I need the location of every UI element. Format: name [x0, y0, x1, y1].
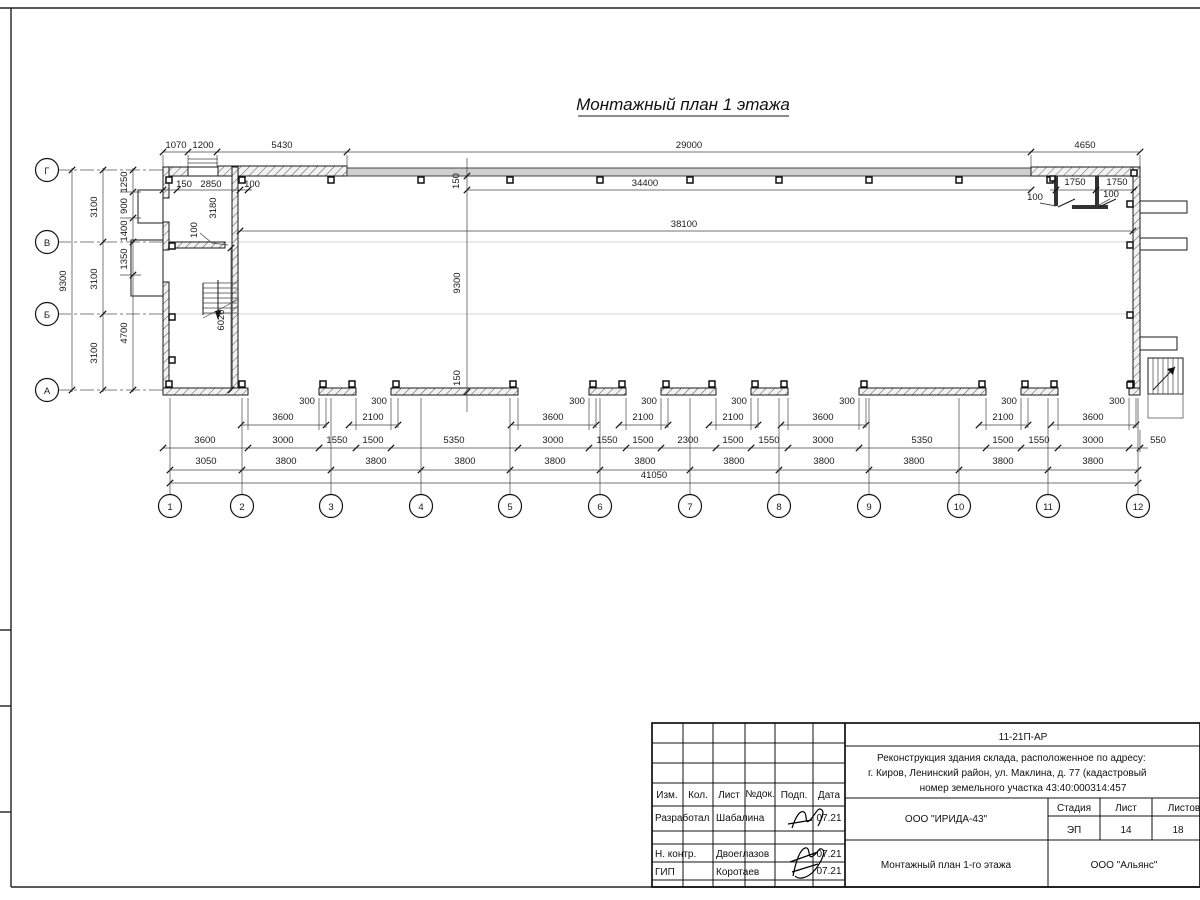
dim-label: 300 — [1001, 396, 1017, 407]
axis-col-9-label: 9 — [866, 501, 872, 513]
dim-label: 3000 — [812, 435, 834, 446]
dim-label: 150 — [452, 370, 463, 386]
dim-label: 2100 — [362, 412, 384, 423]
dim-label: 3180 — [208, 197, 219, 219]
axis-row-Б-label: Б — [43, 309, 51, 321]
staff-name-1: Шабалина — [716, 813, 765, 824]
side-columns — [169, 176, 1133, 388]
dim-label: 1550 — [326, 435, 348, 446]
dim-label: 5350 — [443, 435, 465, 446]
col-list: Лист — [718, 790, 740, 801]
sheet-label: Лист — [1115, 803, 1137, 814]
dim-label: 1350 — [119, 248, 130, 270]
dim-label: 5430 — [271, 140, 293, 151]
dim-label: 3100 — [89, 268, 100, 290]
axis-row-А-label: А — [43, 385, 51, 397]
sheets-label: Листов — [1167, 803, 1200, 814]
dim-label: 6020 — [216, 309, 227, 331]
dim-label: 900 — [119, 198, 130, 214]
dim-label: 1400 — [119, 220, 130, 242]
dim-label: 1550 — [1028, 435, 1050, 446]
project-line-2: г. Киров, Ленинский район, ул. Маклина, д. 77 (кадастровый — [868, 768, 1147, 779]
dim-label: 3800 — [1082, 456, 1104, 467]
dim-label: 3600 — [542, 412, 564, 423]
staff-role-2: Н. контр. — [655, 849, 697, 860]
bottom-columns — [166, 381, 1134, 387]
axis-col-2-label: 2 — [239, 501, 245, 513]
dim-label: 1500 — [362, 435, 384, 446]
dim-label: 100 — [244, 179, 260, 190]
dim-label: 3800 — [454, 456, 476, 467]
dim-label: 100 — [1027, 192, 1043, 203]
dim-label: 550 — [1150, 435, 1166, 446]
dim-label: 3000 — [1082, 435, 1104, 446]
staff-date-2: 07.21 — [816, 849, 842, 860]
dim-label: 1750 — [1106, 177, 1128, 188]
dim-label: 1500 — [992, 435, 1014, 446]
columns — [166, 170, 1137, 388]
staff-name-2: Двоеглазов — [716, 849, 770, 860]
dim-label: 1550 — [596, 435, 618, 446]
dim-label: 100 — [189, 222, 200, 238]
dim-label: 2850 — [200, 179, 222, 190]
staff-role-1: Разработал — [655, 813, 710, 824]
dim-label: 1200 — [192, 140, 214, 151]
doc-code: 11-21П-АР — [998, 732, 1048, 743]
project-line-1: Реконструкция здания склада, расположенное по адресу: — [877, 753, 1146, 764]
dim-label: 300 — [641, 396, 657, 407]
dim-label: 3600 — [194, 435, 216, 446]
dim-label: 3800 — [813, 456, 835, 467]
drawing-title — [576, 95, 790, 116]
dim-label: 3800 — [544, 456, 566, 467]
dim-label: 2100 — [992, 412, 1014, 423]
dim-label: 3800 — [275, 456, 297, 467]
dim-label: 300 — [1109, 396, 1125, 407]
axis-col-11-label: 11 — [1043, 501, 1053, 513]
title-block-text — [655, 732, 1200, 878]
dim-label: 4700 — [119, 322, 130, 344]
dim-label: 34400 — [631, 178, 659, 189]
dim-label: 150 — [451, 173, 462, 189]
col-data: Дата — [817, 790, 841, 801]
dim-label: 2300 — [677, 435, 699, 446]
left-porches — [131, 190, 163, 296]
dim-label: 38100 — [670, 219, 698, 230]
dim-label: 9300 — [58, 270, 69, 292]
dim-label: 3100 — [89, 196, 100, 218]
sheets-total: 18 — [1172, 825, 1184, 836]
col-ndoc: №док. — [745, 789, 775, 800]
axis-row-Г-label: Г — [44, 165, 50, 177]
dim-label: 3050 — [195, 456, 217, 467]
right-ramps — [1140, 201, 1187, 350]
dim-label: 3600 — [812, 412, 834, 423]
stage-value: ЭП — [1066, 825, 1082, 836]
dim-label: 300 — [569, 396, 585, 407]
dim-label: 29000 — [675, 140, 703, 151]
axis-col-5-label: 5 — [507, 501, 513, 513]
dim-label: 300 — [299, 396, 315, 407]
dim-label: 3800 — [903, 456, 925, 467]
col-podp: Подп. — [780, 790, 808, 801]
staff-role-3: ГИП — [655, 867, 675, 878]
dim-label: 1070 — [165, 140, 187, 151]
dim-label: 3800 — [723, 456, 745, 467]
title-block — [652, 723, 1200, 887]
drawing-name: Монтажный план 1-го этажа — [880, 860, 1012, 871]
dim-label: 150 — [176, 179, 192, 190]
axis-col-3-label: 3 — [328, 501, 334, 513]
dim-label: 1500 — [722, 435, 744, 446]
dim-label: 300 — [839, 396, 855, 407]
dim-label: 3800 — [365, 456, 387, 467]
staff-date-3: 07.21 — [816, 866, 842, 877]
dim-label: 1250 — [119, 171, 130, 193]
dim-label: 9300 — [452, 272, 463, 294]
dim-label: 3000 — [542, 435, 564, 446]
walls — [163, 159, 1140, 395]
dim-label: 2100 — [722, 412, 744, 423]
col-kol: Кол. — [688, 790, 708, 801]
staff-date-1: 07.21 — [816, 813, 842, 824]
dim-label: 100 — [1103, 189, 1119, 200]
dim-label: 5350 — [911, 435, 933, 446]
axis-col-1-label: 1 — [167, 501, 173, 513]
dim-label: 300 — [371, 396, 387, 407]
page-title: Монтажный план 1 этажа — [576, 95, 790, 114]
dim-label: 3600 — [1082, 412, 1104, 423]
dim-label: 3100 — [89, 342, 100, 364]
floor-plan — [36, 140, 1188, 518]
axis-col-10-label: 10 — [953, 501, 965, 513]
company-name: ООО "Альянс" — [1090, 860, 1158, 871]
axis-col-4-label: 4 — [418, 501, 424, 513]
dim-label: 3800 — [992, 456, 1014, 467]
dim-label: 1500 — [632, 435, 654, 446]
dim-label: 1750 — [1064, 177, 1086, 188]
staff-name-3: Коротаев — [716, 867, 760, 878]
axis-col-6-label: 6 — [597, 501, 603, 513]
dimension-labels — [58, 140, 1166, 481]
dim-label: 3000 — [272, 435, 294, 446]
dim-label: 300 — [731, 396, 747, 407]
stair-right — [1148, 358, 1183, 418]
dim-label: 4650 — [1074, 140, 1096, 151]
axis-col-7-label: 7 — [687, 501, 693, 513]
stage-label: Стадия — [1056, 803, 1092, 814]
axis-row-В-label: В — [43, 237, 51, 249]
axis-col-8-label: 8 — [776, 501, 782, 513]
project-line-3: номер земельного участка 43:40:000314:457 — [919, 783, 1127, 794]
dim-label: 3800 — [634, 456, 656, 467]
dim-label: 41050 — [640, 470, 668, 481]
col-izm: Изм. — [656, 790, 678, 801]
org-name: ООО "ИРИДА-43" — [904, 814, 988, 825]
dim-label: 1550 — [758, 435, 780, 446]
sheet-number: 14 — [1120, 825, 1132, 836]
dim-label: 3600 — [272, 412, 294, 423]
dim-label: 2100 — [632, 412, 654, 423]
axis-col-12-label: 12 — [1132, 501, 1144, 513]
